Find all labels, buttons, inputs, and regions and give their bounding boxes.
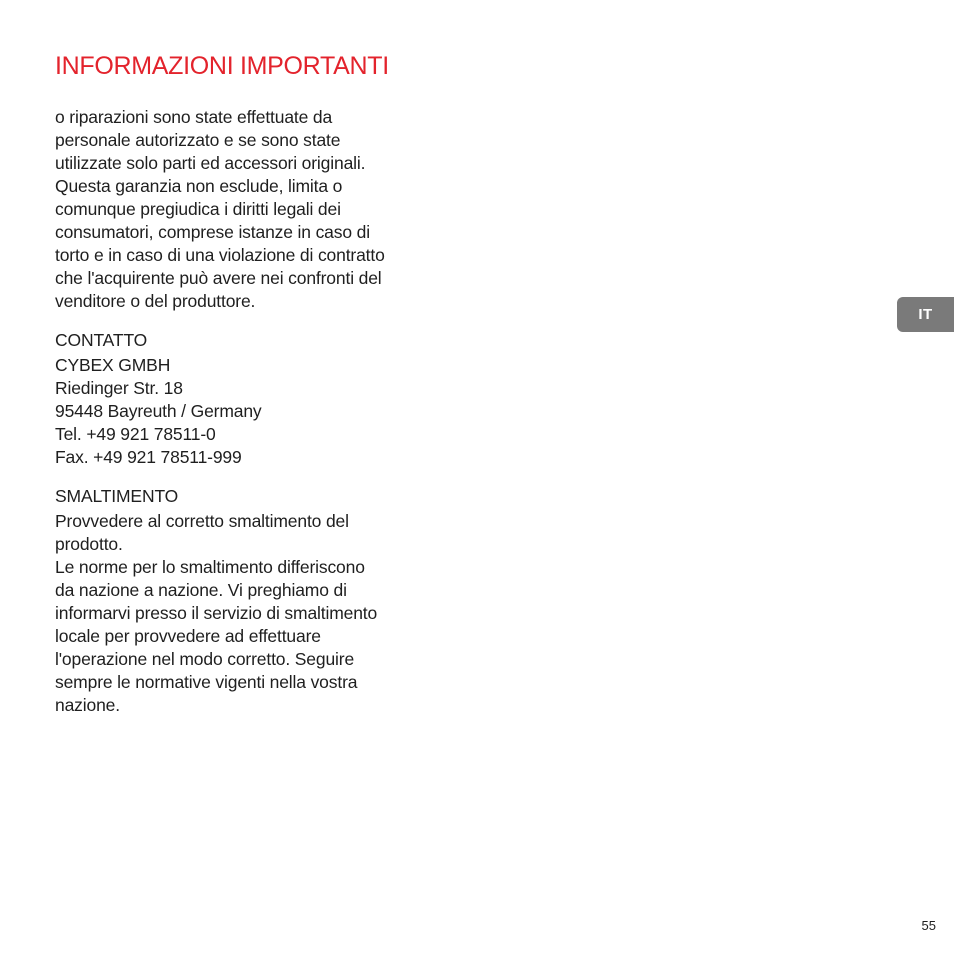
- contact-heading: CONTATTO: [55, 330, 148, 350]
- disposal-section: [55, 485, 455, 717]
- language-tab: IT: [897, 297, 954, 332]
- company-address: Riedinger Str. 18 95448 Bayreuth / Germany Tel. +49 921 78511-0 Fax. +49 921 78511-999: [55, 378, 262, 467]
- disposal-paragraph: Provvedere al corretto smaltimento del prodotto. Le norme per lo smaltimento differiscono da nazione a nazione. Vi preghiamo di informarvi presso il servizio di smaltimento locale per provvedere ad effettuare l'operazione nel modo corretto. Seguire sempre le normative vigenti nella vostra nazione.: [55, 511, 378, 715]
- content-column: [55, 106, 455, 717]
- page-number: 55: [921, 918, 936, 933]
- disposal-heading: SMALTIMENTO: [55, 486, 179, 506]
- page-title: INFORMAZIONI IMPORTANTI: [55, 52, 389, 80]
- company-name: CYBEX GMBH: [55, 355, 171, 375]
- warranty-paragraph: o riparazioni sono state effettuate da personale autorizzato e se sono state utilizzate solo parti ed accessori originali. Questa garanzia non esclude, limita o comunque pregiudica i diritti legali dei consumatori, comprese istanze in caso di torto e in caso di una violazione di contratto che l'acquirente può avere nei confronti del venditore o del produttore.: [55, 107, 385, 311]
- contact-section: [55, 329, 455, 469]
